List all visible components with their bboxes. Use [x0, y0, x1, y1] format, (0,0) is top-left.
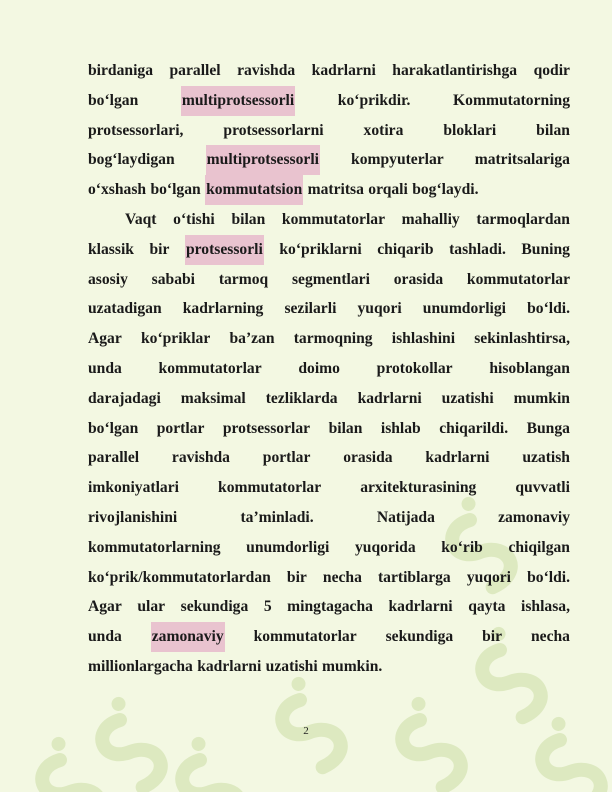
word: chiqarildi. — [439, 419, 509, 437]
word: bo‘ldi. — [527, 568, 570, 586]
word: uzatadigan — [88, 300, 162, 318]
text-line — [88, 324, 570, 354]
text-line — [88, 414, 570, 444]
word: kadrlarning — [182, 300, 264, 318]
word: uzatish — [522, 449, 570, 467]
word: orasida — [343, 449, 393, 467]
word: darajadagi — [88, 389, 161, 407]
text-line — [88, 265, 570, 295]
word: ishlashini — [391, 330, 456, 348]
word: asosiy — [88, 270, 128, 288]
word: yuqorida — [354, 538, 416, 556]
word: tarmoqning — [293, 330, 373, 348]
word: klassik — [88, 240, 134, 258]
word: chiqilgan — [508, 538, 570, 556]
text-line — [88, 533, 570, 563]
text-line — [88, 443, 570, 473]
word: ko‘priklar — [140, 330, 211, 348]
word: ko‘prikdir. — [337, 91, 411, 109]
text-line — [88, 86, 570, 116]
word: ko‘priklarni — [279, 240, 362, 258]
word: o‘tishi — [173, 210, 215, 228]
word: bir — [149, 240, 170, 258]
word: bo‘lgan — [88, 91, 139, 109]
word: tarmoqlardan — [476, 210, 570, 228]
word: unumdorligi — [422, 300, 506, 318]
word: tashladi. — [449, 240, 506, 258]
word: tartiblarga — [377, 568, 451, 586]
word: bir — [482, 628, 503, 646]
text-line — [88, 235, 570, 265]
text-line — [88, 652, 570, 682]
word: Agar — [88, 330, 122, 348]
word: necha — [530, 628, 570, 646]
word: Bunga — [526, 419, 570, 437]
word: unumdorligi — [246, 538, 330, 556]
text-line — [88, 354, 570, 384]
word: kadrlarni — [388, 598, 453, 616]
word: ta’minladi. — [240, 508, 314, 526]
word: yuqori — [466, 568, 512, 586]
word: protsessorlarni — [223, 121, 324, 139]
word: kommutatorlar — [281, 210, 385, 228]
highlighted-word: multiprotsessorli — [206, 145, 320, 175]
text-line — [88, 145, 570, 175]
text-line — [88, 473, 570, 503]
word: sekundiga — [180, 598, 249, 616]
text-line — [88, 116, 570, 146]
word: bilan — [328, 419, 363, 437]
highlighted-word: zamonaviy — [151, 622, 225, 652]
text-line — [88, 205, 570, 235]
word: portlar — [156, 419, 205, 437]
word: mahalliy — [401, 210, 460, 228]
word: bo‘lgan — [88, 419, 139, 437]
word: mumkin — [513, 389, 570, 407]
word: matritsalariga — [474, 151, 570, 169]
word: ishlasa, — [521, 598, 570, 616]
word: kadrlarni — [425, 449, 490, 467]
word: mumkin. — [322, 657, 383, 675]
word: Natijada — [376, 508, 435, 526]
word: bo‘lgan — [150, 181, 201, 199]
word: birdaniga — [88, 62, 153, 79]
word: rivojlanishini — [88, 508, 178, 526]
word: parallel — [88, 449, 140, 467]
text-line — [88, 56, 570, 86]
word: o‘xshash — [88, 181, 147, 199]
word: matritsa — [307, 181, 364, 199]
page-number: 2 — [303, 725, 309, 737]
word: necha — [322, 568, 362, 586]
word: imkoniyatlari — [88, 479, 179, 497]
word: kadrlarni — [311, 62, 376, 79]
word: ular — [137, 598, 166, 616]
body-paragraphs — [88, 56, 570, 682]
word: sekundiga — [385, 628, 454, 646]
word: bo‘ldi. — [527, 300, 570, 318]
word: parallel — [169, 62, 221, 79]
word: ba’zan — [229, 330, 275, 348]
word: Vaqt — [125, 210, 157, 228]
word: kommutatorlarning — [88, 538, 221, 556]
word: doimo — [298, 359, 340, 377]
word: maksimal — [180, 389, 246, 407]
word: kommutatorlar — [253, 628, 357, 646]
word: kadrlarni — [357, 389, 422, 407]
word: ravishda — [171, 449, 230, 467]
word: ko‘rib — [441, 538, 483, 556]
word: bog‘laydi. — [412, 181, 479, 199]
text-line — [88, 503, 570, 533]
word: sezilarli — [284, 300, 337, 318]
word: ravishda — [237, 62, 296, 79]
word: protsessorlar — [222, 419, 311, 437]
word: yuqori — [357, 300, 402, 318]
word: Kommutatorning — [453, 91, 570, 109]
word: sekinlashtirsa, — [474, 330, 570, 348]
word: unda — [88, 359, 122, 377]
word: tarmoq — [218, 270, 269, 288]
word: kommutatorlar — [466, 270, 570, 288]
word: tezliklarda — [265, 389, 338, 407]
text-line — [88, 592, 570, 622]
word: arxitekturasining — [360, 479, 477, 497]
text-line — [88, 294, 570, 324]
word: mingtagacha — [287, 598, 373, 616]
word: orasida — [393, 270, 444, 288]
word: protokollar — [376, 359, 453, 377]
text-line — [88, 384, 570, 414]
word: kommutatorlar — [158, 359, 262, 377]
word: protsessorlari, — [88, 121, 184, 139]
word: ko‘prik/kommutatorlardan — [88, 568, 271, 586]
word: kompyuterlar — [351, 151, 444, 169]
word: sababi — [151, 270, 196, 288]
word: bilan — [536, 121, 570, 139]
word: uzatishi — [265, 657, 318, 675]
word: bloklari — [443, 121, 497, 139]
word: uzatishi — [441, 389, 494, 407]
word: chiqarib — [377, 240, 434, 258]
word: kadrlarni — [197, 657, 262, 675]
word: qodir — [533, 62, 570, 79]
word: harakatlantirishga — [392, 62, 518, 79]
word: portlar — [262, 449, 311, 467]
text-line — [88, 622, 570, 652]
word: Buning — [521, 240, 570, 258]
word: bir — [286, 568, 307, 586]
word: bog‘laydigan — [88, 151, 175, 169]
highlighted-word: kommutatsion — [205, 175, 303, 205]
word: ishlab — [380, 419, 421, 437]
word: quvvatli — [515, 479, 570, 497]
highlighted-word: multiprotsessorli — [181, 86, 295, 116]
text-line — [88, 175, 570, 205]
word: orqali — [368, 181, 408, 199]
word: bilan — [231, 210, 266, 228]
word: millionlargacha — [88, 657, 193, 675]
word: zamonaviy — [498, 508, 570, 526]
word: qayta — [468, 598, 506, 616]
text-line — [88, 563, 570, 593]
word: segmentlari — [291, 270, 370, 288]
word: hisoblangan — [489, 359, 570, 377]
word: unda — [88, 628, 122, 646]
highlighted-word: protsessorli — [185, 235, 264, 265]
word: 5 — [263, 598, 272, 616]
word: xotira — [363, 121, 404, 139]
word: kommutatorlar — [218, 479, 322, 497]
word: Agar — [88, 598, 122, 616]
